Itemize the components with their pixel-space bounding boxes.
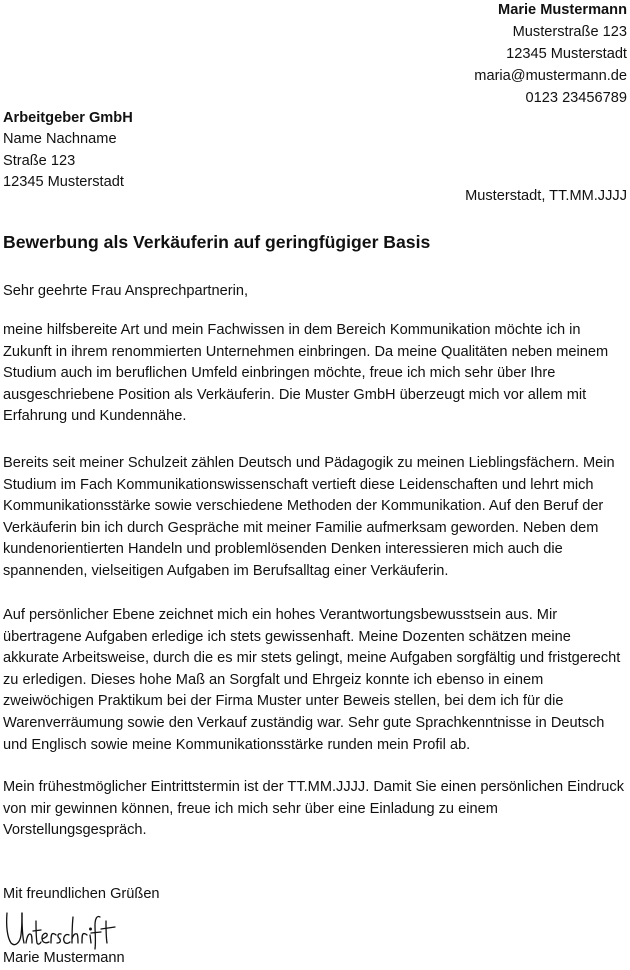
recipient-city: 12345 Musterstadt xyxy=(3,174,124,191)
recipient-street: Straße 123 xyxy=(3,152,76,169)
sender-address-block xyxy=(474,0,627,110)
salutation: Sehr geehrte Frau Ansprechpartnerin, xyxy=(3,283,248,299)
sender-email: maria@mustermann.de xyxy=(474,68,627,84)
closing-phrase: Mit freundlichen Grüßen xyxy=(3,886,160,902)
recipient-address-block xyxy=(3,108,133,194)
sender-phone: 0123 23456789 xyxy=(525,90,627,106)
subject-heading: Bewerbung als Verkäuferin auf geringfügiger Basis xyxy=(3,232,431,252)
sender-name: Marie Mustermann xyxy=(498,2,627,18)
recipient-contact: Name Nachname xyxy=(3,131,117,148)
body-paragraph-3: Auf persönlicher Ebene zeichnet mich ein hohes Verantwortungsbewusstsein aus. Mir übertragene Aufgaben erledige ich stets gewissenhaft. Meine Dozenten schätzen meine akkurate Arbeitsweise, durch die es mir stets gelingt, meine Aufgaben sorgfältig und fristgerecht zu erledigen. Dieses hohe Maß an Sorgfalt und Ehrgeiz konnte ich ebenso in einem zweiwöchigen Praktikum bei der Firma Muster unter Beweis stellen, bei dem ich für die Warenverräumung sowie den Verkauf zuständig war. Sehr gute Sprachkenntnisse in Deutsch und Englisch sowie meine Kommunikationsstärke runden mein Profil ab. xyxy=(3,607,621,753)
body-paragraph-2: Bereits seit meiner Schulzeit zählen Deutsch und Pädagogik zu meinen Lieblingsfächern. Mein Studium im Fach Kommunikationswissenschaft vertieft diese Leidenschaften und lehrt mich Kommunikationsstärke sowie verschiedene Methoden der Kommunikation. Auf den Beruf der Verkäuferin bin ich durch Gespräche mit meiner Familie aufmerksam geworden. Neben dem kundenorientierten Handeln und problemlösenden Denken interessieren mich auch die spannenden, vielseitigen Aufgaben im Berufsalltag einer Verkäuferin. xyxy=(3,455,615,579)
recipient-company: Arbeitgeber GmbH xyxy=(3,110,133,126)
body-paragraph-1: meine hilfsbereite Art und mein Fachwissen in dem Bereich Kommunikation möchte ich in Zukunft in ihrem renommierten Unternehmen einbringen. Da meine Qualitäten neben meinem Studium auch im beruflichen Umfeld einbringen möchte, freue ich mich sehr über Ihre ausgeschriebene Position als Verkäuferin. Die Muster GmbH überzeugt mich vor allem mit Erfahrung und Kundennähe. xyxy=(3,322,609,425)
date-line: Musterstadt, TT.MM.JJJJ xyxy=(465,188,627,204)
sender-city: 12345 Musterstadt xyxy=(506,46,627,62)
body-paragraph-4: Mein frühestmöglicher Eintrittstermin ist der TT.MM.JJJJ. Damit Sie einen persönlichen Eindruck von mir gewinnen können, freue ich mich sehr über eine Einladung zu einem Vorstellungsgespräch. xyxy=(3,779,624,839)
sender-street: Musterstraße 123 xyxy=(512,24,627,40)
signature-image xyxy=(3,907,123,953)
signer-name: Marie Mustermann xyxy=(3,950,125,966)
